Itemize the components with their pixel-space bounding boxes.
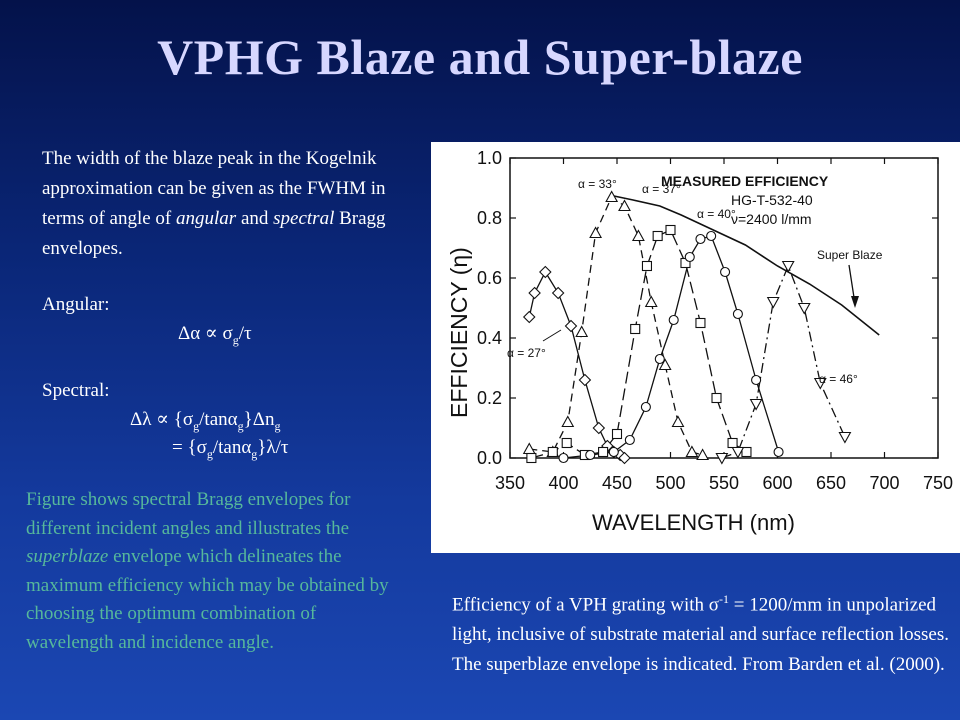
data-point-37 [631,325,640,334]
x-tick-label: 500 [655,473,686,493]
data-point-27 [579,375,590,386]
efficiency-chart [431,142,960,553]
x-tick-label: 350 [494,473,526,493]
data-point-40 [586,451,595,460]
series-line-27 [529,272,624,458]
y-tick-label: 0.4 [476,328,502,348]
angular-label: Angular: [42,294,110,315]
data-point-33 [524,444,535,454]
alpha-27-leader [543,330,561,341]
super-blaze-arrowhead [851,296,859,308]
y-tick-label: 0.8 [476,208,502,228]
data-point-40 [733,310,742,319]
data-point-40 [655,355,664,364]
series-line-33 [529,197,702,455]
data-point-37 [562,439,571,448]
series-line-40 [564,236,779,458]
data-point-40 [559,454,568,463]
data-point-33 [686,447,697,457]
data-point-27 [553,288,564,299]
data-point-40 [721,268,730,277]
efficiency-chart-panel [431,142,960,553]
data-point-27 [540,267,551,278]
data-point-37 [548,448,557,457]
data-point-46 [799,304,810,314]
figure-description: Figure shows spectral Bragg envelopes for different incident angles and illustrates the superblaze envelope which delineates the maximum efficiency which may be obtained by choosing the optimum combination of wavelength and incidence angle. [26,489,389,653]
data-point-37 [666,226,675,235]
data-point-40 [752,376,761,385]
x-tick-label: 750 [922,473,954,493]
data-point-40 [625,436,634,445]
data-point-46 [839,433,850,443]
y-tick-label: 1.0 [476,148,502,168]
chart-subtitle-density: ν=2400 l/mm [731,211,812,227]
data-point-37 [642,262,651,271]
annotation-alpha-40: α = 40° [697,207,736,221]
chart-title: MEASURED EFFICIENCY [661,173,829,189]
annotation-super-blaze: Super Blaze [817,248,883,262]
data-point-40 [669,316,678,325]
x-tick-label: 550 [708,473,740,493]
data-point-37 [613,430,622,439]
spectral-formula-2: = $\{\sigma_g/\tan\alpha_g\}\lambda/\tau$ [172,437,289,461]
data-point-37 [712,394,721,403]
spectral-label: Spectral: [42,380,110,401]
annotation-alpha-27: α = 27° [507,346,546,360]
data-point-27 [529,288,540,299]
y-tick-label: 0.0 [476,448,502,468]
y-tick-label: 0.6 [476,268,502,288]
data-point-37 [742,448,751,457]
plot-frame [510,158,938,458]
data-point-33 [646,297,657,307]
x-tick-label: 700 [869,473,900,493]
slide-title: VPHG Blaze and Super-blaze [157,29,803,85]
data-point-46 [751,400,762,410]
annotation-alpha-46: α = 46° [819,372,858,386]
data-point-40 [641,403,650,412]
chart-subtitle-grating: HG-T-532-40 [731,192,813,208]
data-point-40 [774,448,783,457]
data-point-27 [524,312,535,323]
data-point-33 [562,417,573,427]
intro-paragraph: The width of the blaze peak in the Kogelnik approximation can be given as the FWHM in terms of angle of angular and spectral Bragg envelopes. [42,148,386,259]
y-axis-label: EFFICIENCY (η) [446,247,472,418]
x-tick-label: 600 [762,473,793,493]
data-point-27 [593,423,604,434]
x-tick-label: 450 [601,473,633,493]
data-point-33 [633,231,644,241]
data-point-37 [696,319,705,328]
y-tick-label: 0.2 [476,388,502,408]
data-point-37 [599,448,608,457]
data-point-33 [619,201,630,211]
data-point-27 [565,321,576,332]
data-point-46 [768,298,779,308]
x-tick-label: 400 [548,473,579,493]
data-point-37 [527,454,536,463]
figure-caption: Efficiency of a VPH grating with $\sigma^{-1} = 1200/mm$ in unpolarized light, inclusive of substrate material and surface reflection losses. The superblaze envelope is indicated. From Barden et al. (2000). [452,592,950,676]
data-point-40 [696,235,705,244]
spectral-formula-1: $\Delta\lambda \propto \{\sigma_g/\tan\alpha_g\}\Delta n_g$ [130,409,281,433]
data-point-40 [707,232,716,241]
data-point-37 [728,439,737,448]
data-point-33 [672,417,683,427]
annotation-alpha-33: α = 33° [578,177,617,191]
x-tick-label: 650 [815,473,847,493]
data-point-33 [590,228,601,238]
data-point-40 [609,448,618,457]
x-axis-label: WAVELENGTH (nm) [592,510,795,535]
data-point-40 [685,253,694,262]
angular-formula: $\Delta\alpha \propto \sigma_g/\tau$ [178,323,252,347]
annotation-alpha-37: α = 37° [642,182,681,196]
data-point-37 [653,232,662,241]
data-point-33 [576,327,587,337]
